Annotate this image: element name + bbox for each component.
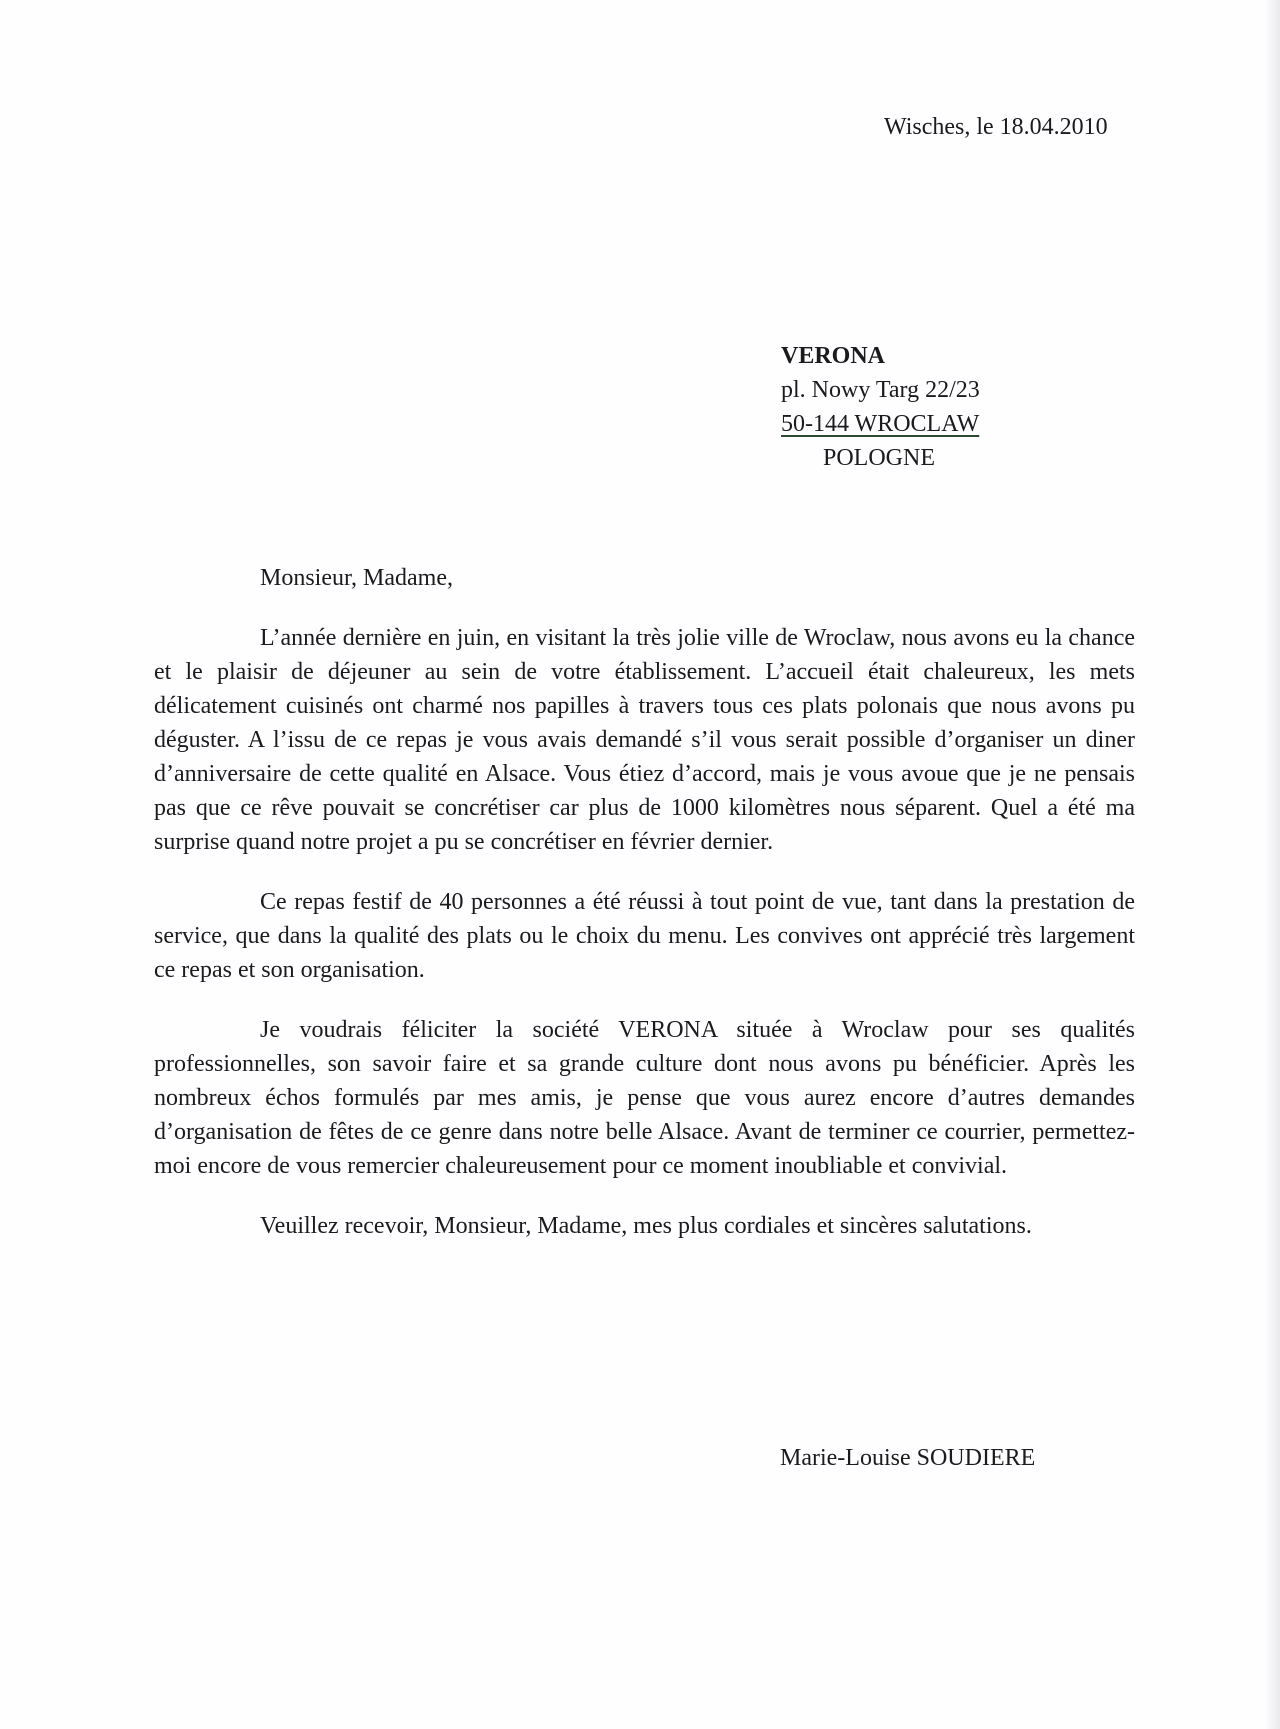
letter-date: Wisches, le 18.04.2010: [884, 114, 1108, 140]
signature-name: Marie-Louise SOUDIERE: [780, 1445, 1036, 1471]
paragraph-closing: Veuillez recevoir, Monsieur, Madame, mes plus cordiales et sincères salutations.: [260, 1213, 1032, 1239]
letter-body: [154, 621, 1135, 1269]
paragraph-visit: L’année dernière en juin, en visitant la très jolie ville de Wroclaw, nous avons eu la chance et le plaisir de déjeuner au sein de votre établissement. L’accueil était chaleureux, les mets délicatement cuisinés ont charmé nos papilles à travers tous ces plats polonais que nous avons pu déguster. A l’issu de ce repas je vous avais demandé s’il vous serait possible d’organiser un diner d’anniversaire de cette qualité en Alsace. Vous étiez d’accord, mais je vous avoue que je ne pensais pas que ce rêve pouvait se concrétiser car plus de 1000 kilomètres nous séparent. Quel a été ma surprise quand notre projet a pu se concrétiser en février dernier.: [154, 625, 1135, 855]
recipient-city: 50-144 WROCLAW: [781, 411, 980, 437]
paragraph-meal: Ce repas festif de 40 personnes a été réussi à tout point de vue, tant dans la prestation de service, que dans la qualité des plats ou le choix du menu. Les convives ont apprécié très largement ce repas et son organisation.: [154, 889, 1135, 983]
recipient-name: VERONA: [781, 343, 886, 369]
salutation: Monsieur, Madame,: [260, 565, 453, 591]
recipient-street: pl. Nowy Targ 22/23: [781, 377, 980, 403]
recipient-address: [781, 339, 1021, 475]
paragraph-congratulations: Je voudrais féliciter la société VERONA située à Wroclaw pour ses qualités professionnelles, son savoir faire et sa grande culture dont nous avons pu bénéficier. Après les nombreux échos formulés par mes amis, je pense que vous aurez encore d’autres demandes d’organisation de fêtes de ce genre dans notre belle Alsace. Avant de terminer ce courrier, permettez-moi encore de vous remercier chaleureusement pour ce moment inoubliable et convivial.: [154, 1017, 1135, 1179]
recipient-country: POLOGNE: [823, 445, 935, 471]
